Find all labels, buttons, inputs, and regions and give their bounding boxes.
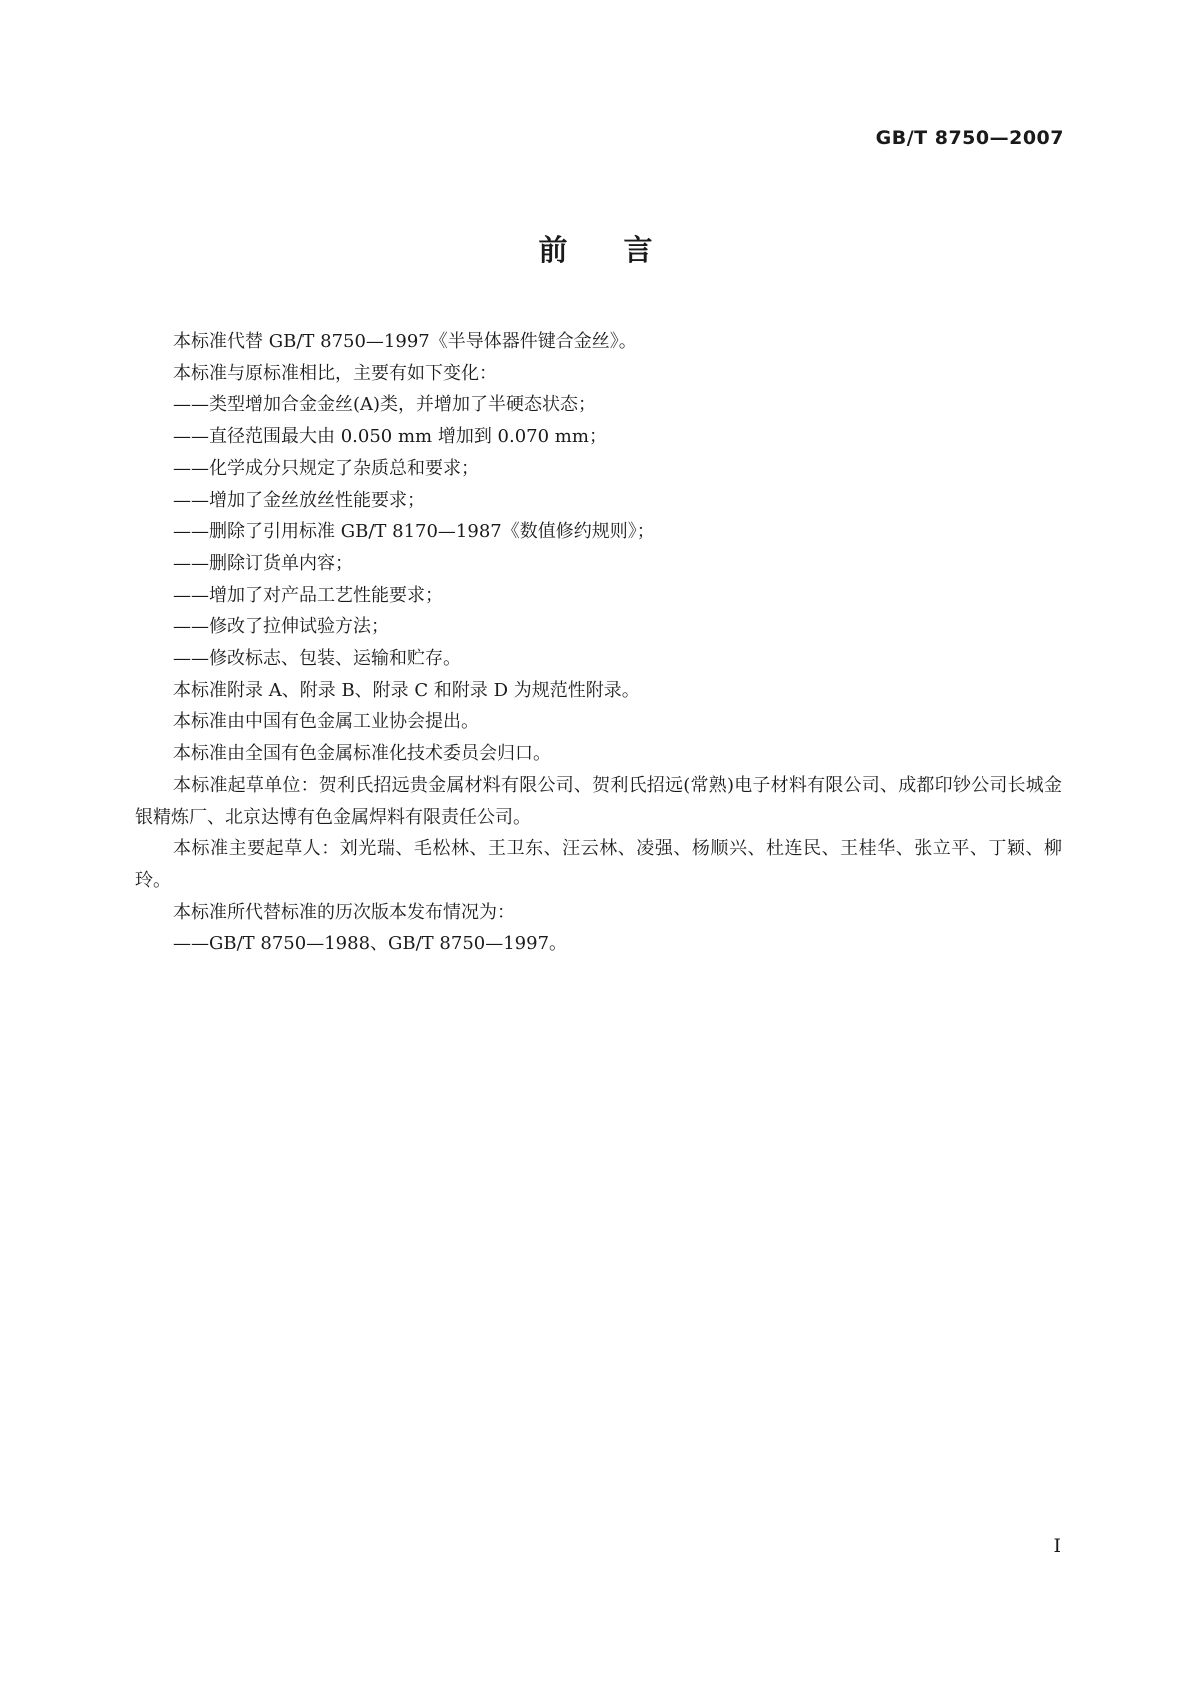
foreword-body: [135, 326, 1062, 960]
standard-code: GB/T 8750—2007: [875, 127, 1064, 149]
list-item: ——增加了金丝放丝性能要求；: [173, 489, 425, 511]
paragraph: 本标准代替 GB/T 8750—1997《半导体器件键合金丝》。: [173, 331, 637, 352]
list-item: ——GB/T 8750—1988、GB/T 8750—1997。: [173, 933, 568, 955]
list-item: ——化学成分只规定了杂质总和要求；: [173, 457, 479, 479]
page-number: I: [1053, 1535, 1061, 1557]
list-item: ——删除订货单内容；: [173, 552, 353, 574]
list-item: ——增加了对产品工艺性能要求；: [173, 584, 443, 606]
paragraph: 本标准由中国有色金属工业协会提出。: [173, 711, 479, 733]
page-title: 前言: [538, 233, 709, 267]
paragraph: 本标准由全国有色金属标准化技术委员会归口。: [173, 743, 551, 765]
paragraph: 本标准所代替标准的历次版本发布情况为：: [173, 901, 515, 923]
paragraph: 本标准与原标准相比，主要有如下变化：: [173, 362, 497, 384]
list-item: ——类型增加合金金丝(A)类，并增加了半硬态状态；: [173, 394, 597, 416]
paragraph: 本标准主要起草人：刘光瑞、毛松林、王卫东、汪云林、凌强、杨顺兴、杜连民、王桂华、张立平、丁颖、柳玲。: [135, 838, 1062, 891]
list-item: ——直径范围最大由 0.050 mm 增加到 0.070 mm；: [173, 426, 607, 448]
list-item: ——删除了引用标准 GB/T 8170—1987《数值修约规则》；: [173, 521, 655, 543]
paragraph: 本标准起草单位：贺利氏招远贵金属材料有限公司、贺利氏招远(常熟)电子材料有限公司、成都印钞公司长城金银精炼厂、北京达博有色金属焊料有限责任公司。: [135, 774, 1062, 828]
list-item: ——修改了拉伸试验方法；: [173, 616, 389, 638]
paragraph: 本标准附录 A、附录 B、附录 C 和附录 D 为规范性附录。: [173, 679, 640, 701]
list-item: ——修改标志、包装、运输和贮存。: [173, 648, 461, 670]
